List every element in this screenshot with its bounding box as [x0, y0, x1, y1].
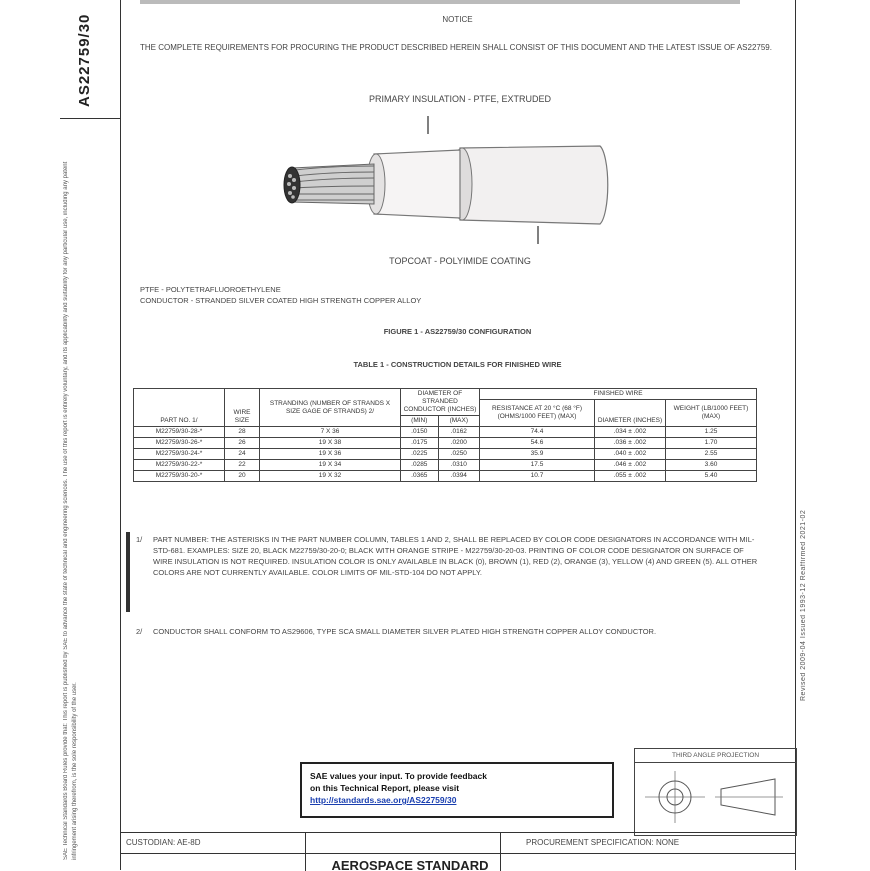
col-wire-size: WIRE SIZE	[225, 389, 260, 427]
cell-fin-diameter: .055 ± .002	[595, 471, 666, 482]
note-2-marker: 2/	[136, 627, 143, 636]
top-cutoff-line	[140, 0, 740, 4]
note-2-text: CONDUCTOR SHALL CONFORM TO AS29606, TYPE SCA SMALL DIAMETER SILVER PLATED HIGH STRENGTH COPPER ALLOY CONDUCTOR.	[153, 627, 657, 636]
col-resistance: RESISTANCE AT 20 °C (68 °F) (OHMS/1000 FEET) (MAX)	[480, 400, 595, 427]
cell-resistance: 10.7	[480, 471, 595, 482]
cell-wire-size: 20	[225, 471, 260, 482]
col-weight: WEIGHT (LB/1000 FEET) (MAX)	[666, 400, 757, 427]
table-row	[134, 438, 757, 449]
cell-part-no: M22759/30-22-*	[134, 460, 225, 471]
figure-label-bottom: TOPCOAT - POLYIMIDE COATING	[389, 256, 531, 266]
cell-fin-diameter: .040 ± .002	[595, 449, 666, 460]
cell-weight: 2.55	[666, 449, 757, 460]
table-title: TABLE 1 - CONSTRUCTION DETAILS FOR FINISHED WIRE	[353, 360, 562, 369]
cell-wire-size: 26	[225, 438, 260, 449]
table-row	[134, 449, 757, 460]
table-body	[134, 427, 757, 482]
feedback-line-2: on this Technical Report, please visit	[310, 783, 460, 793]
cell-fin-diameter: .046 ± .002	[595, 460, 666, 471]
cell-weight: 3.60	[666, 460, 757, 471]
table-header-row	[134, 389, 757, 400]
feedback-box	[300, 762, 614, 818]
col-stranding: STRANDING (NUMBER OF STRANDS X SIZE GAGE OF STRANDS) 2/	[260, 389, 401, 427]
cell-diam-min: .0150	[401, 427, 439, 438]
col-diam-max: (MAX)	[438, 416, 479, 427]
col-diameter-group: DIAMETER OF STRANDED CONDUCTOR (INCHES)	[401, 389, 480, 416]
cell-stranding: 19 X 36	[260, 449, 401, 460]
col-part-no: PART NO. 1/	[134, 389, 225, 427]
cell-diam-max: .0310	[438, 460, 479, 471]
cell-diam-min: .0175	[401, 438, 439, 449]
figure-label-top: PRIMARY INSULATION - PTFE, EXTRUDED	[368, 94, 552, 104]
cell-wire-size: 24	[225, 449, 260, 460]
change-bar	[126, 532, 130, 612]
cell-part-no: M22759/30-24-*	[134, 449, 225, 460]
table-row	[134, 471, 757, 482]
projection-symbol-icon	[635, 763, 794, 829]
cell-weight: 5.40	[666, 471, 757, 482]
cell-part-no: M22759/30-28-*	[134, 427, 225, 438]
note-1-marker: 1/	[136, 535, 143, 544]
cell-weight: 1.70	[666, 438, 757, 449]
cell-stranding: 19 X 32	[260, 471, 401, 482]
feedback-link[interactable]: http://standards.sae.org/AS22759/30	[310, 795, 457, 805]
wire-illustration	[270, 108, 630, 268]
doc-number: AS22759/30	[76, 13, 93, 107]
col-fin-diameter: DIAMETER (INCHES)	[595, 400, 666, 427]
cell-diam-max: .0200	[438, 438, 479, 449]
cell-resistance: 54.6	[480, 438, 595, 449]
cell-stranding: 19 X 38	[260, 438, 401, 449]
figure-caption: FIGURE 1 - AS22759/30 CONFIGURATION	[383, 327, 532, 336]
left-margin-text: SAE Technical Standards Board Rules provide that: This report is published by SAE to advance the state of technical and engineering sciences. The use of this report is entirely voluntary, and its applicability and suitability for any particular use, including any patent infringement arising therefrom, is the sole responsibility of the user.	[63, 161, 78, 860]
cell-diam-max: .0250	[438, 449, 479, 460]
figure-legend-ptfe: PTFE - POLYTETRAFLUOROETHYLENE	[140, 285, 281, 294]
cell-stranding: 7 X 36	[260, 427, 401, 438]
cell-fin-diameter: .034 ± .002	[595, 427, 666, 438]
table-row	[134, 427, 757, 438]
cell-fin-diameter: .036 ± .002	[595, 438, 666, 449]
figure-legend-conductor: CONDUCTOR - STRANDED SILVER COATED HIGH STRENGTH COPPER ALLOY	[140, 296, 422, 305]
notice-text: THE COMPLETE REQUIREMENTS FOR PROCURING THE PRODUCT DESCRIBED HEREIN SHALL CONSIST OF THIS DOCUMENT AND THE LATEST ISSUE OF AS22759.	[140, 43, 772, 52]
title-block	[120, 832, 795, 871]
cell-weight: 1.25	[666, 427, 757, 438]
cell-diam-max: .0162	[438, 427, 479, 438]
procurement-text: PROCUREMENT SPECIFICATION: NONE	[526, 838, 680, 847]
col-finished-group: FINISHED WIRE	[480, 389, 757, 400]
cell-resistance: 74.4	[480, 427, 595, 438]
cell-diam-min: .0365	[401, 471, 439, 482]
custodian-text: CUSTODIAN: AE-8D	[126, 838, 201, 847]
construction-table	[133, 388, 757, 482]
table-row	[134, 460, 757, 471]
col-diam-min: (MIN)	[401, 416, 439, 427]
title-block-hline	[120, 853, 795, 854]
cell-wire-size: 28	[225, 427, 260, 438]
cell-diam-min: .0225	[401, 449, 439, 460]
right-margin-dates: Revised 2009-04 Issued 1993-12 Reaffirmed 2021-02	[800, 509, 807, 701]
projection-box	[634, 748, 797, 836]
cell-diam-max: .0394	[438, 471, 479, 482]
cell-part-no: M22759/30-20-*	[134, 471, 225, 482]
projection-title: THIRD ANGLE PROJECTION	[635, 749, 796, 763]
right-margin-frame	[795, 0, 796, 870]
notice-title: NOTICE	[442, 15, 473, 24]
feedback-line-1: SAE values your input. To provide feedback	[310, 771, 487, 781]
cell-wire-size: 22	[225, 460, 260, 471]
note-1-text: PART NUMBER: THE ASTERISKS IN THE PART NUMBER COLUMN, TABLES 1 AND 2, SHALL BE REPLACED BY COLOR CODE DESIGNATORS IN ACCORDANCE WITH MIL-STD-681. EXAMPLES: SIZE 20, BLACK M22759/30-20-0; BLACK WITH ORANGE STRIPE - M22759/30-20-03. PRINTING OF COLOR CODE DESIGNATOR ON SURFACE OF WIRE INSULATION IS NOT REQUIRED. INSULATION COLOR IS ONLY AVAILABLE IN BLACK (0), BROWN (1), RED (2), ORANGE (3), YELLOW (4) AND GREEN (5). ALL OTHER COLORS ARE NOT CURRENTLY AVAILABLE. COLOR LIMITS OF MIL-STD-104 DO NOT APPLY.	[153, 535, 758, 577]
cell-resistance: 35.9	[480, 449, 595, 460]
cell-stranding: 19 X 34	[260, 460, 401, 471]
cell-diam-min: .0285	[401, 460, 439, 471]
title-block-divider	[500, 833, 501, 871]
cell-resistance: 17.5	[480, 460, 595, 471]
aerospace-standard-title: AEROSPACE STANDARD	[331, 858, 489, 871]
cell-part-no: M22759/30-26-*	[134, 438, 225, 449]
